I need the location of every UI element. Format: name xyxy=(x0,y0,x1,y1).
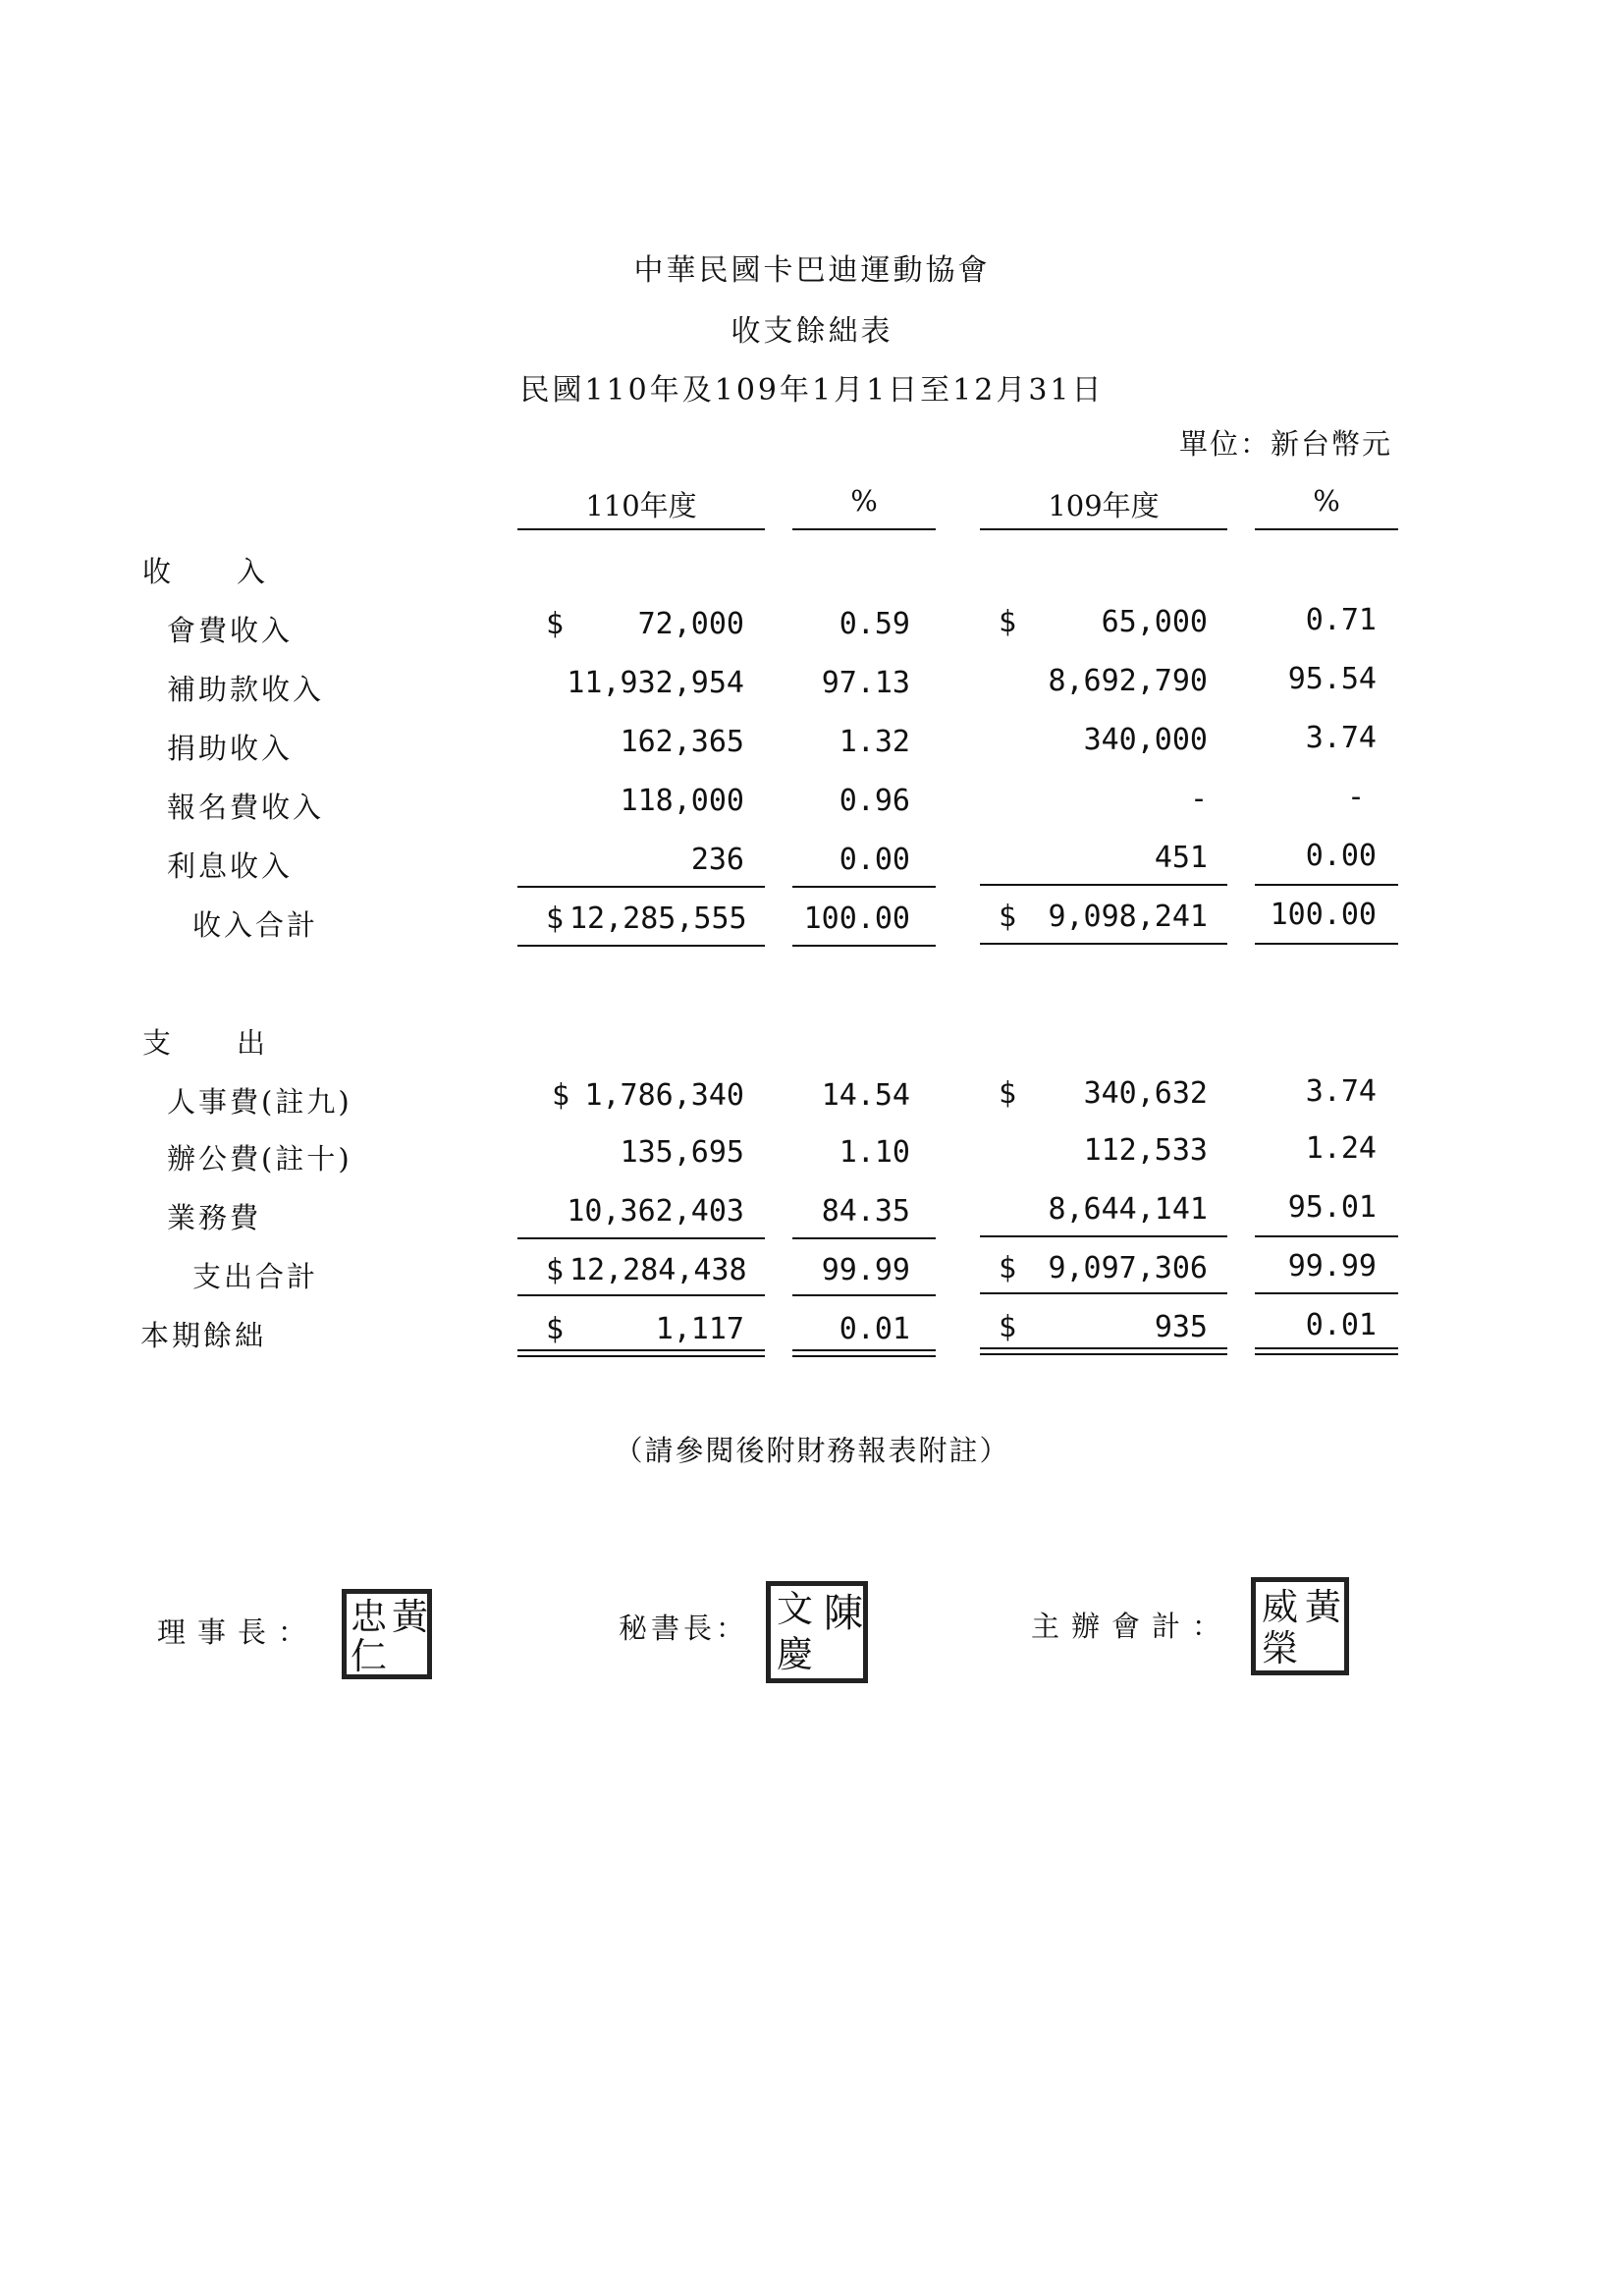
total-rule xyxy=(1255,1292,1398,1294)
amount-110: 236 xyxy=(690,843,744,877)
amount-109: - xyxy=(1189,782,1208,816)
percent-110: 1.10 xyxy=(839,1135,910,1170)
row-label: 辦公費(註十) xyxy=(167,1142,352,1175)
amount-109: 9,098,241 xyxy=(1048,900,1208,934)
row-label: 支出合計 xyxy=(192,1260,319,1293)
seal-char: 榮 xyxy=(1262,1627,1298,1669)
column-header-rule xyxy=(980,528,1227,530)
row-label: 捐助收入 xyxy=(167,732,294,765)
organization-name: 中華民國卡巴迪運動協會 xyxy=(633,253,991,288)
percent-109: 0.00 xyxy=(1305,839,1377,873)
total-rule xyxy=(980,1292,1227,1294)
amount-110: 162,365 xyxy=(620,725,744,759)
percent-110: 14.54 xyxy=(821,1078,910,1113)
subtotal-rule xyxy=(980,884,1227,886)
subtotal-rule xyxy=(517,886,765,888)
total-rule xyxy=(1255,943,1398,945)
percent-109: 95.01 xyxy=(1287,1190,1377,1225)
column-header-pct-110: % xyxy=(850,484,878,518)
currency-symbol: $ xyxy=(552,1078,570,1113)
amount-109: 935 xyxy=(1154,1310,1208,1344)
row-label: 人事費(註九) xyxy=(167,1085,352,1119)
amount-110: 1,117 xyxy=(655,1312,744,1346)
percent-110: 0.01 xyxy=(839,1312,910,1346)
percent-109: 95.54 xyxy=(1287,662,1377,696)
footnote: （請參閱後附財務報表附註） xyxy=(614,1434,1010,1467)
seal-char: 黃 xyxy=(392,1596,428,1638)
income-section-heading: 收 入 xyxy=(142,555,269,588)
chairman-signature-label: 理事長： xyxy=(157,1615,319,1649)
row-label: 業務費 xyxy=(167,1201,262,1234)
percent-109: 1.24 xyxy=(1305,1131,1377,1166)
amount-110: 1,786,340 xyxy=(584,1078,744,1113)
subtotal-rule xyxy=(980,1235,1227,1237)
percent-109: 3.74 xyxy=(1305,721,1377,755)
amount-109: 112,533 xyxy=(1083,1133,1208,1168)
column-header-rule xyxy=(517,528,765,530)
amount-109: 65,000 xyxy=(1101,605,1208,639)
subtotal-rule xyxy=(1255,884,1398,886)
percent-110: 84.35 xyxy=(821,1194,910,1229)
row-label: 會費收入 xyxy=(167,614,294,647)
amount-110: 135,695 xyxy=(620,1135,744,1170)
percent-109: 3.74 xyxy=(1305,1074,1377,1109)
column-header-pct-109: % xyxy=(1313,484,1340,518)
percent-109: 100.00 xyxy=(1270,898,1377,932)
seal-char: 威 xyxy=(1262,1586,1298,1628)
accountant-seal xyxy=(1251,1577,1349,1675)
total-rule xyxy=(980,943,1227,945)
currency-symbol: $ xyxy=(999,1251,1017,1285)
row-label: 利息收入 xyxy=(167,849,294,883)
percent-110: 0.59 xyxy=(839,607,910,641)
amount-110: 12,285,555 xyxy=(569,902,747,936)
subtotal-rule xyxy=(1255,1235,1398,1237)
column-header-rule xyxy=(1255,528,1398,530)
seal-char: 文 xyxy=(777,1588,813,1630)
percent-109: 0.71 xyxy=(1305,603,1377,637)
total-rule xyxy=(792,1294,936,1296)
amount-110: 72,000 xyxy=(637,607,744,641)
currency-symbol: $ xyxy=(546,902,565,936)
percent-110: 99.99 xyxy=(821,1253,910,1287)
expense-section-heading: 支 出 xyxy=(142,1026,269,1060)
double-rule xyxy=(1255,1353,1398,1355)
row-label: 補助款收入 xyxy=(167,673,325,706)
row-label: 收入合計 xyxy=(192,908,319,942)
amount-110: 10,362,403 xyxy=(567,1194,744,1229)
currency-symbol: $ xyxy=(546,607,565,641)
currency-symbol: $ xyxy=(999,900,1017,934)
total-rule xyxy=(517,945,765,947)
report-title: 收支餘絀表 xyxy=(731,314,893,349)
amount-109: 451 xyxy=(1154,841,1208,875)
currency-symbol: $ xyxy=(999,605,1017,639)
amount-109: 340,632 xyxy=(1083,1076,1208,1111)
amount-109: 8,644,141 xyxy=(1048,1192,1208,1227)
currency-symbol: $ xyxy=(999,1310,1017,1344)
amount-109: 9,097,306 xyxy=(1048,1251,1208,1285)
percent-109: - xyxy=(1346,780,1365,814)
double-rule xyxy=(980,1353,1227,1355)
amount-110: 118,000 xyxy=(620,784,744,818)
percent-110: 97.13 xyxy=(821,666,910,700)
subtotal-rule xyxy=(792,1237,936,1239)
report-period: 民國110年及109年1月1日至12月31日 xyxy=(519,373,1105,408)
row-label: 本期餘絀 xyxy=(140,1319,267,1352)
currency-symbol: $ xyxy=(546,1253,565,1287)
seal-char: 忠 xyxy=(351,1596,387,1638)
double-rule xyxy=(517,1355,765,1357)
amount-110: 12,284,438 xyxy=(569,1253,747,1287)
total-rule xyxy=(517,1294,765,1296)
accountant-signature-label: 主辦會計： xyxy=(1031,1610,1233,1643)
secretary-general-seal xyxy=(766,1581,868,1683)
percent-110: 0.00 xyxy=(839,843,910,877)
percent-109: 99.99 xyxy=(1287,1249,1377,1284)
percent-110: 100.00 xyxy=(803,902,910,936)
seal-char: 黃 xyxy=(1305,1586,1341,1628)
seal-char: 仁 xyxy=(351,1635,387,1677)
currency-symbol: $ xyxy=(546,1312,565,1346)
subtotal-rule xyxy=(517,1237,765,1239)
column-header-109: 109年度 xyxy=(1048,489,1160,522)
double-rule xyxy=(792,1349,936,1351)
total-rule xyxy=(792,945,936,947)
amount-110: 11,932,954 xyxy=(567,666,744,700)
double-rule xyxy=(517,1349,765,1351)
column-header-110: 110年度 xyxy=(585,489,697,522)
currency-unit: 單位：新台幣元 xyxy=(1178,427,1392,461)
double-rule xyxy=(980,1347,1227,1349)
percent-110: 0.96 xyxy=(839,784,910,818)
percent-109: 0.01 xyxy=(1305,1308,1377,1342)
row-label: 報名費收入 xyxy=(167,791,325,824)
double-rule xyxy=(1255,1347,1398,1349)
secretary-general-signature-label: 秘書長： xyxy=(619,1612,749,1645)
column-header-rule xyxy=(792,528,936,530)
seal-char: 慶 xyxy=(777,1633,813,1675)
amount-109: 8,692,790 xyxy=(1048,664,1208,698)
double-rule xyxy=(792,1355,936,1357)
subtotal-rule xyxy=(792,886,936,888)
chairman-seal xyxy=(342,1589,432,1679)
seal-char: 陳 xyxy=(824,1591,863,1636)
amount-109: 340,000 xyxy=(1083,723,1208,757)
percent-110: 1.32 xyxy=(839,725,910,759)
currency-symbol: $ xyxy=(999,1076,1017,1111)
